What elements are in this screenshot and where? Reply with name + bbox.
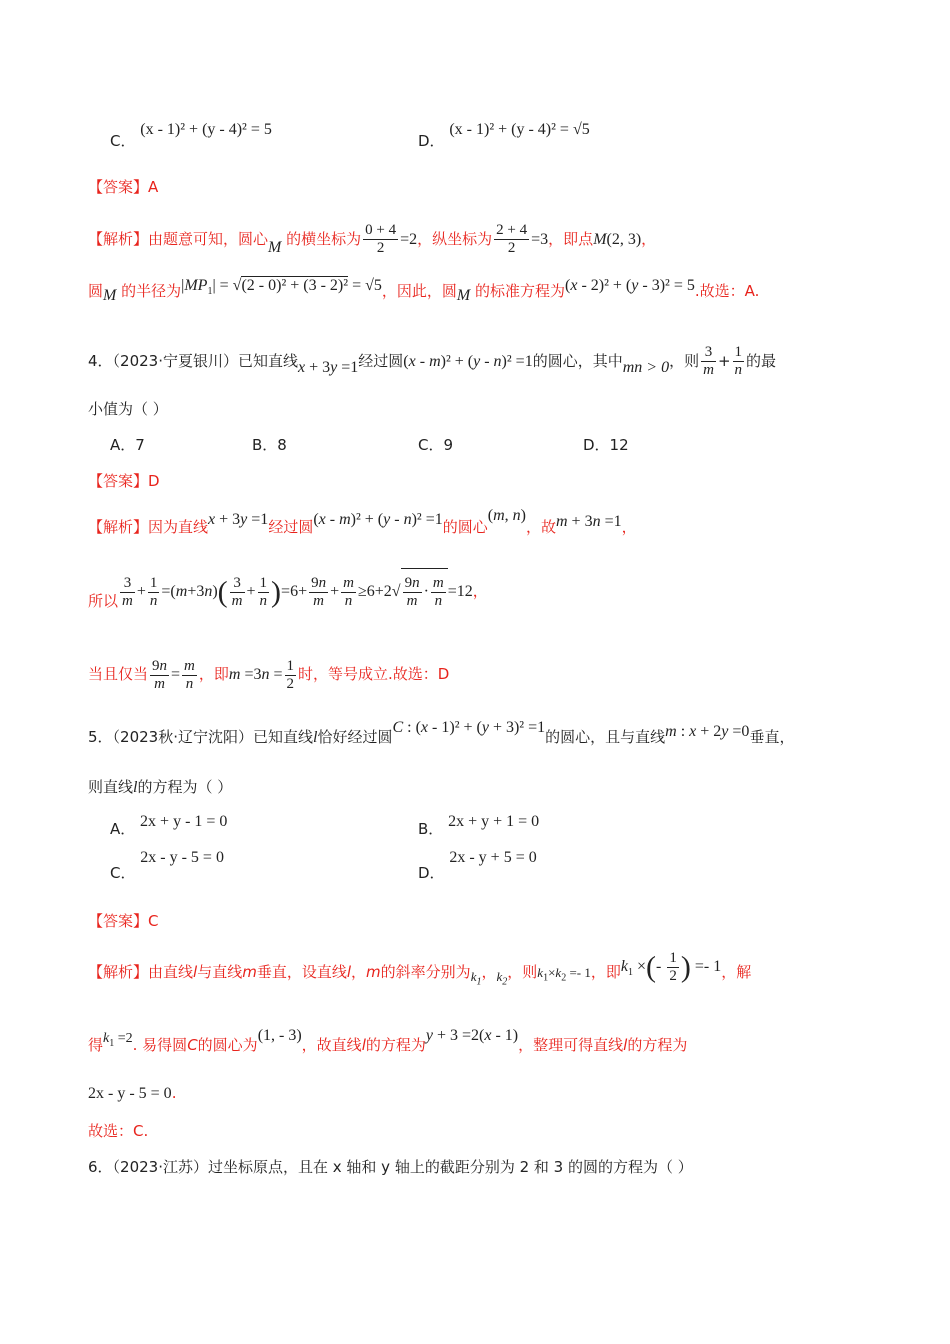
q5-option-a-label: A．	[110, 820, 136, 838]
q5-option-b	[418, 813, 540, 838]
q3-option-c-label: C．	[110, 132, 136, 150]
q3-option-c	[110, 121, 272, 150]
fraction: $\frac{2 + 4}{2}$	[496, 221, 528, 256]
q4-stem-text: 的最	[746, 352, 777, 370]
q5-stem-text: 垂直，	[749, 728, 795, 746]
q5-analysis-text: 的斜率分别为	[380, 963, 471, 981]
q4-answer: 【答案】D	[88, 472, 160, 490]
q4-option-c: C．9	[418, 436, 454, 454]
q4-analysis-text: 经过圆	[268, 518, 314, 536]
q5-option-d-math: 2x - y + 5 = 0	[449, 849, 537, 866]
q4-stem-text: 的圆心，其中	[532, 352, 623, 370]
q5-analysis-text: ，整理可得直线	[518, 1036, 624, 1054]
q5-analysis-line4: 故选：C.	[88, 1122, 149, 1140]
q3-option-c-math: (x - 1)² + (y - 4)² = 5	[140, 121, 272, 138]
fraction: $\frac{3}{m}$	[703, 343, 714, 378]
q4-analysis-text: 所以	[88, 592, 119, 610]
q4-stem-text: ，则	[669, 352, 700, 370]
q4-analysis-line2: 所以 $\frac{3}{m}$ + $\frac{1}{n}$ =(m+3n)( $\frac{3}{m}$ + $\frac{1}{n}$ )=6+ $\frac{9n}{m}$ + $\frac{m}{n}$ ≥6+2√ $\frac{9n}{m}$ · $\frac{m}{n}$ =12，	[88, 568, 488, 614]
q5-stem-line1: 5．（2023秋·辽宁沈阳）已知直线l恰好经过圆C : (x - 1)² + (y + 3)² =1的圆心，且与直线m : x + 2y =0垂直，	[88, 719, 795, 746]
q3-analysis-text: 的标准方程为	[475, 282, 566, 300]
q4-analysis-text: 时，等号成立.故选：D	[298, 665, 450, 683]
q5-stem-text: 5．（2023秋·辽宁沈阳）已知直线	[88, 728, 313, 746]
q5-analysis-text: 的方程为	[365, 1036, 426, 1054]
q3-answer: 【答案】A	[88, 178, 159, 196]
q4-stem-text: 4．（2023·宁夏银川）已知直线	[88, 352, 298, 370]
q3-option-d-label: D．	[418, 132, 445, 150]
fraction: $\frac{1}{n}$	[734, 343, 743, 378]
q5-option-a-math: 2x + y - 1 = 0	[140, 813, 228, 830]
q3-analysis-line1: 【解析】由题意可知，圆心M 的横坐标为 $\frac{0 + 4}{2}$ =2，纵坐标为 $\frac{2 + 4}{2}$ =3，即点M(2, 3)，	[88, 221, 657, 256]
q4-analysis-line1: 【解析】因为直线x + 3y =1经过圆(x - m)² + (y - n)² =1的圆心(m, n)，故m + 3n =1，	[88, 507, 637, 536]
q5-analysis-text: ，则	[507, 963, 538, 981]
q4-analysis-text: ，即	[198, 665, 229, 683]
q5-option-c	[110, 849, 224, 882]
q5-result-equation: 2x - y - 5 = 0	[88, 1085, 172, 1102]
q4-option-b: B．8	[252, 436, 287, 454]
q5-option-b-math: 2x + y + 1 = 0	[448, 813, 540, 830]
q5-analysis-line3: 2x - y - 5 = 0.	[88, 1084, 177, 1102]
q5-stem-text: 的方程为（ ）	[137, 778, 233, 796]
q4-analysis-text: ，故	[525, 518, 556, 536]
q5-analysis-line2: 得$k_1 =2$. 易得圆C的圆心为(1, - 3)，故直线l的方程为y + 3 =2(x - 1)，整理可得直线l的方程为	[88, 1027, 688, 1054]
q3-option-d	[418, 121, 590, 150]
q5-analysis-line1: 【解析】由直线l与直线m垂直，设直线l，m的斜率分别为$k_1$，$k_2$，则$k_1\times k_2 =- 1$，即$k_1$ ×(- $\frac{1}{2}$ ) =- 1，解	[88, 949, 752, 988]
q3-analysis-text: 由题意可知，圆心	[148, 230, 269, 248]
q3-analysis-tag: 【解析】	[88, 230, 149, 248]
q4-analysis-text: 因为直线	[148, 518, 209, 536]
q5-stem-text: 恰好经过圆	[317, 728, 393, 746]
q5-analysis-text: ，解	[721, 963, 752, 981]
q5-analysis-text: . 易得圆	[132, 1036, 188, 1054]
q5-option-b-label: B．	[418, 820, 444, 838]
q5-answer: 【答案】C	[88, 912, 159, 930]
q5-analysis-text: ，故直线	[301, 1036, 362, 1054]
q3-analysis-text: ，纵坐标为	[417, 230, 493, 248]
q4-stem-text: 经过圆	[358, 352, 404, 370]
q4-stem-line1: 4．（2023·宁夏银川）已知直线x + 3y =1经过圆(x - m)² + (y - n)² =1的圆心，其中mn > 0，则 $\frac{3}{m}$ + $\frac{1}{n}$ 的最	[88, 343, 777, 378]
fraction: $\frac{0 + 4}{2}$	[365, 221, 397, 256]
q5-analysis-text: 垂直，设直线	[256, 963, 347, 981]
q5-option-c-math: 2x - y - 5 = 0	[140, 849, 224, 866]
q3-analysis-text: 的横坐标为	[286, 230, 362, 248]
q5-option-a	[110, 813, 228, 838]
q5-analysis-text: ，即	[590, 963, 621, 981]
q4-analysis-text: 的圆心	[442, 518, 488, 536]
q5-stem-text: 则直线	[88, 778, 134, 796]
q5-option-d-label: D．	[418, 864, 445, 882]
q4-analysis-line3: 当且仅当 $\frac{9n}{m}$ = $\frac{m}{n}$ ，即m =3n = $\frac{1}{2}$ 时，等号成立.故选：D	[88, 657, 450, 692]
q3-analysis-line2: 圆M 的半径为$|MP_1| = √(2 - 0)^2 + (3 - 2)^2 = √5$，因此，圆M 的标准方程为(x - 2)² + (y - 3)² = 5.故选：A.	[88, 277, 760, 304]
q3-analysis-text: .故选：A.	[694, 282, 760, 300]
q3-option-d-math: (x - 1)² + (y - 4)² = √5	[449, 121, 590, 138]
q5-analysis-text: 得	[88, 1036, 104, 1054]
q4-stem-line2: 小值为（ ）	[88, 400, 168, 418]
q5-stem-line2: 则直线l的方程为（ ）	[88, 778, 233, 796]
q5-analysis-text: 的圆心为	[197, 1036, 258, 1054]
q6-stem: 6．（2023·江苏）过坐标原点，且在 x 轴和 y 轴上的截距分别为 2 和 3 的圆的方程为（ ）	[88, 1158, 693, 1176]
q3-analysis-text: 的半径为	[121, 282, 182, 300]
q4-option-d: D．12	[583, 436, 629, 454]
q4-analysis-tag: 【解析】	[88, 518, 149, 536]
q4-option-a: A．7	[110, 436, 145, 454]
q3-analysis-text: 圆	[88, 282, 104, 300]
q4-analysis-text: 当且仅当	[88, 665, 149, 683]
q5-option-c-label: C．	[110, 864, 136, 882]
q5-stem-text: 的圆心，且与直线	[545, 728, 666, 746]
q5-option-d	[418, 849, 537, 882]
q3-analysis-text: ，因此，圆	[381, 282, 457, 300]
q5-analysis-tag: 【解析】	[88, 963, 149, 981]
q5-analysis-text: 由直线	[148, 963, 194, 981]
q5-analysis-text: 的方程为	[627, 1036, 688, 1054]
q5-analysis-text: 与直线	[197, 963, 243, 981]
q3-analysis-text: ，即点	[548, 230, 594, 248]
